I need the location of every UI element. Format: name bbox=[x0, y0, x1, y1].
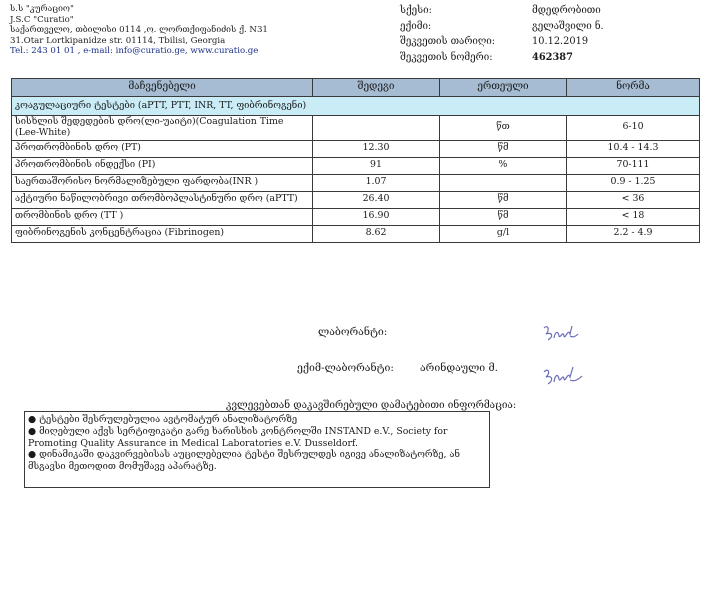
row-result: 16.90 bbox=[313, 208, 440, 225]
lab-name-en: J.S.C "Curatio" bbox=[10, 14, 74, 25]
lab-contacts: Tel.: 243 01 01 , e-mail: info@curatio.ge, www.curatio.ge bbox=[10, 46, 259, 57]
lab-info bbox=[10, 4, 268, 57]
row-norm: 70-111 bbox=[567, 157, 700, 174]
row-result: 26.40 bbox=[313, 191, 440, 208]
row-norm: < 36 bbox=[567, 191, 700, 208]
row-unit bbox=[440, 174, 567, 191]
doctor-lab-signature bbox=[540, 364, 586, 392]
row-norm: 10.4 - 14.3 bbox=[567, 140, 700, 157]
row-result: 12.30 bbox=[313, 140, 440, 157]
row-name: პროთრომბინის დრო (PT) bbox=[12, 140, 313, 157]
table-row bbox=[12, 157, 700, 174]
table-row bbox=[12, 225, 700, 242]
group-row bbox=[12, 97, 700, 116]
row-result: 1.07 bbox=[313, 174, 440, 191]
order-number-label: შეკვეთის ნომერი: bbox=[400, 51, 493, 63]
row-unit: g/l bbox=[440, 225, 567, 242]
row-unit: წმ bbox=[440, 140, 567, 157]
row-unit: % bbox=[440, 157, 567, 174]
row-name: ფიბრინოგენის კონცენტრაცია (Fibrinogen) bbox=[12, 225, 313, 242]
lab-address-en: 31.Otar Lortkipanidze str. 01114, Tbilisi, Georgia bbox=[10, 35, 226, 46]
info-title: კვლევებთან დაკავშირებული დამატებითი ინფორმაცია: bbox=[226, 400, 517, 411]
order-date-label: შეკვეთის თარიღი: bbox=[400, 36, 496, 47]
sex-value: მდედრობითი bbox=[532, 5, 601, 16]
row-name: თრომბინის დრო (TT ) bbox=[12, 208, 313, 225]
lab-tech-signature bbox=[540, 322, 580, 348]
info-note: ● დინამიკაში დაკვირვებისას აუცილებელია ტესტი შესრულდეს იგივე ანალიზატორზე, ან მსგავსი მეთოდით მომუშავე აპარატზე. bbox=[28, 449, 460, 473]
doctor-label: ექიმი: bbox=[400, 20, 432, 32]
row-norm: 2.2 - 4.9 bbox=[567, 225, 700, 242]
row-norm: 0.9 - 1.25 bbox=[567, 174, 700, 191]
doctor-lab-name: არინდაული მ. bbox=[420, 362, 499, 374]
table-row bbox=[12, 191, 700, 208]
header-unit: ერთეული bbox=[440, 79, 567, 97]
table-row bbox=[12, 116, 700, 141]
row-result: 91 bbox=[313, 157, 440, 174]
group-title: კოაგულაციური ტესტები (aPTT, PTT, INR, TT, ფიბრინოგენი) bbox=[12, 97, 700, 116]
table-row bbox=[12, 208, 700, 225]
row-unit: წმ bbox=[440, 208, 567, 225]
table-header-row bbox=[12, 79, 700, 97]
row-name: საერთაშორისო ნორმალიზებული ფარდობა(INR ) bbox=[12, 174, 313, 191]
header-norm: ნორმა bbox=[567, 79, 700, 97]
lab-tech-label: ლაბორანტი: bbox=[318, 326, 388, 338]
info-note: ● მიღებული აქვს სერტიფიკატი გარე ხარისხის კონტროლში INSTAND e.V., Society for Promoting Quality Assurance in Medical Laboratories e.V. Dusseldorf. bbox=[28, 425, 448, 449]
row-unit: წთ bbox=[440, 116, 567, 141]
info-note: ● ტესტები შესრულებულია ავტომატურ ანალიზატორზე bbox=[28, 414, 298, 425]
order-number-value: 462387 bbox=[532, 51, 573, 63]
table-row bbox=[12, 140, 700, 157]
row-result bbox=[313, 116, 440, 141]
lab-address-ka: საქართველო, თბილისი 0114 ,ო. ლორთქიფანიძის ქ. N31 bbox=[10, 25, 268, 36]
row-unit: წმ bbox=[440, 191, 567, 208]
row-name: აქტიური ნაწილობრივი თრომბოპლასტინური დრო (aPTT) bbox=[12, 191, 313, 208]
patient-info bbox=[400, 3, 604, 65]
row-result: 8.62 bbox=[313, 225, 440, 242]
doctor-value: გელაშვილი ნ. bbox=[532, 20, 604, 32]
info-box bbox=[24, 411, 490, 488]
header-result: შედეგი bbox=[313, 79, 440, 97]
header-parameter: მაჩვენებელი bbox=[12, 79, 313, 97]
sex-label: სქესი: bbox=[400, 5, 432, 16]
row-norm: 6-10 bbox=[567, 116, 700, 141]
order-date-value: 10.12.2019 bbox=[532, 36, 589, 47]
results-table bbox=[11, 78, 700, 243]
row-name: პროთრომბინის ინდექსი (PI) bbox=[12, 157, 313, 174]
row-norm: < 18 bbox=[567, 208, 700, 225]
lab-name-ka: ს.ს "კურაციო" bbox=[10, 4, 74, 14]
doctor-lab-label: ექიმ-ლაბორანტი: bbox=[297, 362, 394, 374]
table-row bbox=[12, 174, 700, 191]
row-name: სისხლის შედედების დრო(ლი-უაიტი)(Coagulation Time (Lee-White) bbox=[12, 116, 313, 141]
